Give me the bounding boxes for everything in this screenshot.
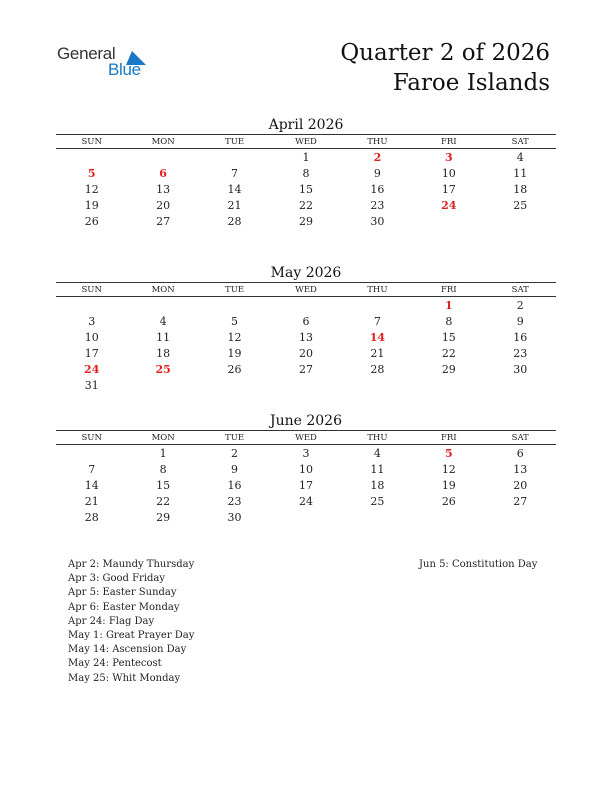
day-cell: 22 xyxy=(156,494,171,508)
day-cell: 4 xyxy=(159,314,167,328)
weekday-header: FRI xyxy=(413,283,484,297)
holiday-entry: Apr 6: Easter Monday xyxy=(68,601,180,613)
holiday-entry: May 1: Great Prayer Day xyxy=(68,630,195,642)
day-cell: 10 xyxy=(84,330,99,344)
week-row xyxy=(56,149,556,166)
day-cell: 21 xyxy=(227,198,242,212)
title-quarter: Quarter 2 of 2026 xyxy=(340,40,550,66)
holiday-entry: Jun 5: Constitution Day xyxy=(419,559,538,570)
day-cell: 22 xyxy=(298,198,313,212)
day-cell: 12 xyxy=(441,462,456,476)
day-cell: 7 xyxy=(373,314,381,328)
day-cell: 23 xyxy=(370,198,385,212)
day-cell: 26 xyxy=(441,494,456,508)
weekday-header: SUN xyxy=(56,431,127,445)
day-cell: 30 xyxy=(513,362,528,376)
day-cell: 25 xyxy=(513,198,528,212)
day-cell: 10 xyxy=(298,462,313,476)
day-cell: 31 xyxy=(84,378,99,392)
day-cell: 5 xyxy=(231,314,239,328)
day-cell: 20 xyxy=(156,198,171,212)
day-cell: 23 xyxy=(227,494,242,508)
weekday-header: SAT xyxy=(485,283,556,297)
holiday-entry: Apr 3: Good Friday xyxy=(68,573,166,585)
day-cell: 25 xyxy=(370,494,385,508)
day-cell: 28 xyxy=(227,214,242,228)
month-title: June 2026 xyxy=(269,413,342,429)
holiday-entry: Apr 5: Easter Sunday xyxy=(68,587,177,599)
day-cell: 24 xyxy=(441,198,457,212)
day-cell: 11 xyxy=(156,330,171,344)
day-cell: 1 xyxy=(444,298,453,312)
day-cell: 18 xyxy=(156,346,171,360)
empty-day-cell xyxy=(56,297,127,314)
day-cell: 2 xyxy=(231,446,239,460)
day-cell: 22 xyxy=(441,346,456,360)
day-cell: 8 xyxy=(302,166,310,180)
empty-day-cell xyxy=(56,445,127,462)
empty-day-cell xyxy=(485,509,556,525)
weekday-header: MON xyxy=(127,431,198,445)
holiday-entry: May 25: Whit Monday xyxy=(68,672,181,684)
day-cell: 2 xyxy=(516,298,524,312)
empty-day-cell xyxy=(342,377,413,393)
day-cell: 19 xyxy=(227,346,242,360)
week-row xyxy=(56,181,556,197)
day-cell: 19 xyxy=(84,198,99,212)
day-cell: 15 xyxy=(441,330,456,344)
empty-day-cell xyxy=(127,377,198,393)
empty-day-cell xyxy=(127,297,198,314)
weekday-header: MON xyxy=(127,283,198,297)
day-cell: 15 xyxy=(156,478,171,492)
week-row xyxy=(56,297,556,314)
weekday-header: WED xyxy=(270,135,341,149)
day-cell: 9 xyxy=(516,314,524,328)
week-row xyxy=(56,461,556,477)
empty-day-cell xyxy=(56,149,127,166)
day-cell: 25 xyxy=(155,362,171,376)
day-cell: 16 xyxy=(370,182,385,196)
day-cell: 11 xyxy=(513,166,528,180)
day-cell: 1 xyxy=(302,150,310,164)
day-cell: 7 xyxy=(231,166,239,180)
day-cell: 27 xyxy=(298,362,313,376)
day-cell: 5 xyxy=(87,166,96,180)
empty-day-cell xyxy=(342,509,413,525)
day-cell: 13 xyxy=(298,330,313,344)
weekday-header: SUN xyxy=(56,135,127,149)
day-cell: 19 xyxy=(441,478,456,492)
empty-day-cell xyxy=(342,297,413,314)
day-cell: 13 xyxy=(156,182,171,196)
day-cell: 4 xyxy=(373,446,381,460)
week-row xyxy=(56,213,556,229)
day-cell: 21 xyxy=(370,346,385,360)
title-country: Faroe Islands xyxy=(392,70,550,96)
weekday-header: TUE xyxy=(199,283,270,297)
day-cell: 16 xyxy=(513,330,528,344)
day-cell: 29 xyxy=(298,214,313,228)
weekday-header-row xyxy=(56,283,556,297)
empty-day-cell xyxy=(270,297,341,314)
day-cell: 28 xyxy=(370,362,385,376)
calendar-grid xyxy=(56,282,556,393)
weekday-header: SAT xyxy=(485,135,556,149)
weekday-header-row xyxy=(56,431,556,445)
day-cell: 26 xyxy=(84,214,99,228)
day-cell: 10 xyxy=(441,166,456,180)
day-cell: 20 xyxy=(298,346,313,360)
month-title: April 2026 xyxy=(268,117,344,133)
holiday-list-left xyxy=(68,558,194,686)
holiday-entry: Apr 2: Maundy Thursday xyxy=(68,559,195,570)
day-cell: 1 xyxy=(159,446,167,460)
day-cell: 3 xyxy=(444,150,453,164)
holiday-entry: May 24: Pentecost xyxy=(68,658,162,670)
day-cell: 15 xyxy=(298,182,313,196)
day-cell: 27 xyxy=(156,214,171,228)
calendar-month-june xyxy=(56,412,556,525)
day-cell: 16 xyxy=(227,478,242,492)
weekday-header: SAT xyxy=(485,431,556,445)
day-cell: 8 xyxy=(445,314,453,328)
empty-day-cell xyxy=(270,377,341,393)
day-cell: 6 xyxy=(516,446,524,460)
empty-day-cell xyxy=(270,509,341,525)
empty-day-cell xyxy=(199,377,270,393)
generalblue-logo xyxy=(57,44,157,84)
empty-day-cell xyxy=(199,297,270,314)
calendar-month-april xyxy=(56,116,556,229)
page-title xyxy=(340,38,550,98)
weekday-header: MON xyxy=(127,135,198,149)
weekday-header-row xyxy=(56,135,556,149)
weekday-header: THU xyxy=(342,135,413,149)
day-cell: 21 xyxy=(84,494,99,508)
empty-day-cell xyxy=(413,377,484,393)
weekday-header: TUE xyxy=(199,135,270,149)
day-cell: 3 xyxy=(302,446,310,460)
empty-day-cell xyxy=(413,509,484,525)
day-cell: 14 xyxy=(227,182,242,196)
month-title: May 2026 xyxy=(270,265,342,281)
week-row xyxy=(56,445,556,462)
holiday-entry: Apr 24: Flag Day xyxy=(68,615,155,627)
day-cell: 9 xyxy=(231,462,239,476)
empty-day-cell xyxy=(199,149,270,166)
week-row xyxy=(56,377,556,393)
day-cell: 12 xyxy=(84,182,99,196)
day-cell: 2 xyxy=(373,150,382,164)
day-cell: 8 xyxy=(159,462,167,476)
day-cell: 3 xyxy=(88,314,96,328)
day-cell: 12 xyxy=(227,330,242,344)
calendar-grid xyxy=(56,134,556,229)
weekday-header: SUN xyxy=(56,283,127,297)
weekday-header: FRI xyxy=(413,431,484,445)
week-row xyxy=(56,197,556,213)
weekday-header: FRI xyxy=(413,135,484,149)
day-cell: 4 xyxy=(516,150,524,164)
day-cell: 30 xyxy=(370,214,385,228)
day-cell: 18 xyxy=(513,182,528,196)
empty-day-cell xyxy=(485,213,556,229)
empty-day-cell xyxy=(127,149,198,166)
week-row xyxy=(56,345,556,361)
day-cell: 20 xyxy=(513,478,528,492)
empty-day-cell xyxy=(413,213,484,229)
week-row xyxy=(56,493,556,509)
day-cell: 17 xyxy=(84,346,99,360)
logo-text-general: General xyxy=(57,44,116,63)
day-cell: 28 xyxy=(84,510,99,524)
day-cell: 24 xyxy=(298,494,313,508)
weekday-header: TUE xyxy=(199,431,270,445)
day-cell: 17 xyxy=(298,478,313,492)
weekday-header: WED xyxy=(270,283,341,297)
day-cell: 6 xyxy=(302,314,310,328)
day-cell: 14 xyxy=(369,330,386,344)
week-row xyxy=(56,313,556,329)
calendar-month-may xyxy=(56,264,556,393)
day-cell: 6 xyxy=(159,166,167,180)
empty-day-cell xyxy=(485,377,556,393)
day-cell: 29 xyxy=(441,362,456,376)
day-cell: 29 xyxy=(156,510,171,524)
day-cell: 30 xyxy=(227,510,242,524)
day-cell: 11 xyxy=(370,462,385,476)
day-cell: 5 xyxy=(444,446,453,460)
holiday-list-right xyxy=(419,558,537,572)
day-cell: 27 xyxy=(513,494,528,508)
weekday-header: THU xyxy=(342,283,413,297)
day-cell: 24 xyxy=(84,362,100,376)
day-cell: 7 xyxy=(88,462,96,476)
day-cell: 17 xyxy=(441,182,456,196)
week-row xyxy=(56,165,556,181)
day-cell: 9 xyxy=(373,166,381,180)
week-row xyxy=(56,509,556,525)
day-cell: 13 xyxy=(513,462,528,476)
week-row xyxy=(56,477,556,493)
week-row xyxy=(56,361,556,377)
weekday-header: THU xyxy=(342,431,413,445)
day-cell: 26 xyxy=(227,362,242,376)
logo-text-blue: Blue xyxy=(108,60,141,79)
weekday-header: WED xyxy=(270,431,341,445)
day-cell: 18 xyxy=(370,478,385,492)
day-cell: 14 xyxy=(84,478,99,492)
week-row xyxy=(56,329,556,345)
day-cell: 23 xyxy=(513,346,528,360)
holiday-entry: May 14: Ascension Day xyxy=(68,644,187,656)
calendar-grid xyxy=(56,430,556,525)
